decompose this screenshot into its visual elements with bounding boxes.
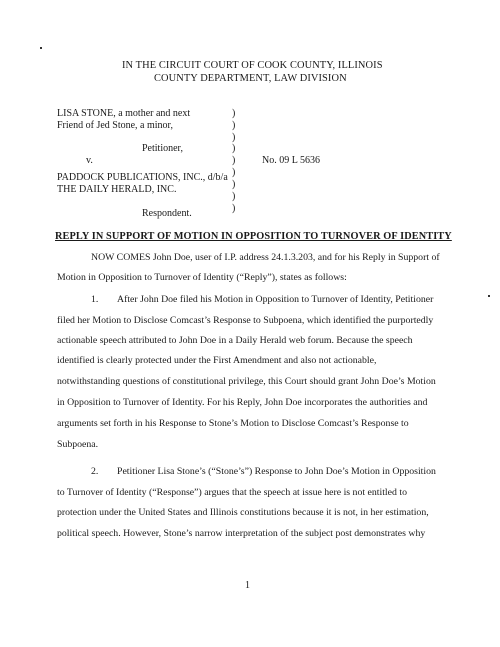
court-heading-line-1: IN THE CIRCUIT COURT OF COOK COUNTY, ILLINOIS bbox=[122, 60, 383, 71]
intro-line-1: NOW COMES John Doe, user of I.P. address 24.1.3.203, and for his Reply in Support of bbox=[91, 252, 440, 263]
scan-speck bbox=[488, 295, 490, 297]
caption-paren: ) bbox=[232, 191, 236, 202]
paragraph-1-line: in Opposition to Turnover of Identity. For his Reply, John Doe incorporates the authorities and bbox=[57, 397, 428, 408]
court-heading-line-2: COUNTY DEPARTMENT, LAW DIVISION bbox=[154, 73, 347, 84]
versus: v. bbox=[86, 155, 93, 166]
paragraph-1-line: notwithstanding questions of constitutional privilege, this Court should grant John Doe’s Motion bbox=[57, 376, 436, 387]
caption-paren: ) bbox=[232, 132, 236, 143]
paragraph-1-line: actionable speech attributed to John Doe in a Daily Herald web forum. Because the speech bbox=[57, 335, 413, 346]
paragraph-1-line: Subpoena. bbox=[57, 439, 99, 450]
paragraph-number: 2. bbox=[91, 466, 99, 477]
paragraph-2-line: Petitioner Lisa Stone’s (“Stone’s”) Response to John Doe’s Motion in Opposition bbox=[117, 466, 436, 477]
intro-line-2: Motion in Opposition to Turnover of Identity (“Reply”), states as follows: bbox=[57, 272, 347, 283]
paragraph-2-line: political speech. However, Stone’s narrow interpretation of the subject post demonstrates why bbox=[57, 528, 426, 539]
paragraph-number: 1. bbox=[91, 294, 99, 305]
page-number: 1 bbox=[245, 580, 250, 591]
scan-speck bbox=[40, 47, 42, 49]
caption-paren: ) bbox=[232, 120, 236, 131]
defendant-line-1: PADDOCK PUBLICATIONS, INC., d/b/a bbox=[57, 172, 228, 183]
plaintiff-line-2: Friend of Jed Stone, a minor, bbox=[57, 120, 173, 131]
defendant-line-2: THE DAILY HERALD, INC. bbox=[57, 184, 177, 195]
caption-paren: ) bbox=[232, 155, 236, 166]
paragraph-1-line: After John Doe filed his Motion in Opposition to Turnover of Identity, Petitioner bbox=[117, 294, 434, 305]
caption-paren: ) bbox=[232, 179, 236, 190]
caption-paren: ) bbox=[232, 167, 236, 178]
caption-paren: ) bbox=[232, 108, 236, 119]
paragraph-1-line: filed her Motion to Disclose Comcast’s Response to Subpoena, which identified the purportedly bbox=[57, 315, 434, 326]
paragraph-1-line: identified is clearly protected under the First Amendment and also not actionable, bbox=[57, 355, 377, 366]
case-number: No. 09 L 5636 bbox=[262, 155, 320, 166]
paragraph-2-line: protection under the United States and Illinois constitutions because it is not, in her estimation, bbox=[57, 507, 429, 518]
paragraph-2-line: to Turnover of Identity (“Response”) argues that the speech at issue here is not entitled to bbox=[57, 487, 407, 498]
petitioner-label: Petitioner, bbox=[142, 143, 183, 154]
caption-paren: ) bbox=[232, 143, 236, 154]
document-title: REPLY IN SUPPORT OF MOTION IN OPPOSITION TO TURNOVER OF IDENTITY bbox=[55, 231, 452, 242]
respondent-label: Respondent. bbox=[142, 208, 192, 219]
caption-paren: ) bbox=[232, 203, 236, 214]
plaintiff-line-1: LISA STONE, a mother and next bbox=[57, 108, 191, 119]
paragraph-1-line: arguments set forth in his Response to Stone’s Motion to Disclose Comcast’s Response to bbox=[57, 418, 409, 429]
